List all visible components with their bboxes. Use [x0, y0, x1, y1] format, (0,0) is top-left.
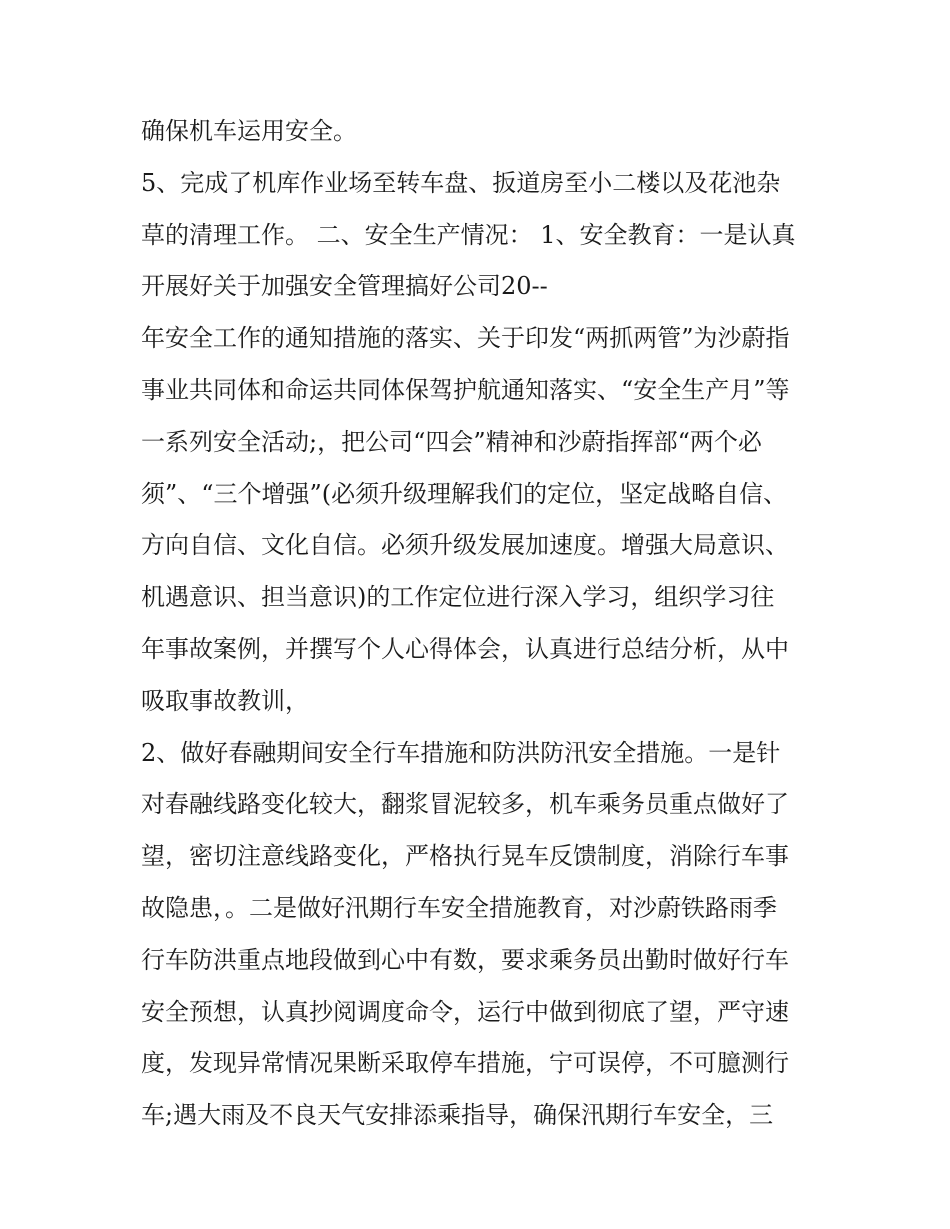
text-line: 安全预想，认真抄阅调度命令，运行中做到彻底了望，严守速 [141, 997, 789, 1026]
text-line: 一系列安全活动;，把公司“四会”精神和沙蔚指挥部“两个必 [141, 427, 762, 456]
text-line: 2、做好春融期间安全行车措施和防洪防汛安全措施。一是针 [141, 738, 781, 767]
text-line: 5、完成了机库作业场至转车盘、扳道房至小二楼以及花池杂 [141, 168, 781, 197]
text-line: 确保机车运用安全。 [141, 117, 357, 145]
text-line: 须”、“三个增强”(必须升级理解我们的定位，坚定战略自信、 [141, 479, 788, 508]
text-line: 年事故案例，并撰写个人心得体会，认真进行总结分析，从中 [141, 634, 789, 663]
body-text [141, 106, 813, 1142]
text-line: 故隐患，。二是做好汛期行车安全措施教育，对沙蔚铁路雨季 [141, 893, 777, 922]
text-line: 年安全工作的通知措施的落实、关于印发“两抓两管”为沙蔚指 [141, 324, 790, 353]
text-line: 开展好关于加强安全管理搞好公司20-- [141, 272, 548, 301]
text-line: 对春融线路变化较大，翻浆冒泥较多，机车乘务员重点做好了 [141, 790, 789, 819]
text-line: 望，密切注意线路变化，严格执行晃车反馈制度，消除行车事 [141, 842, 789, 871]
text-line: 事业共同体和命运共同体保驾护航通知落实、“安全生产月”等 [141, 375, 790, 404]
text-line: 车;遇大雨及不良天气安排添乘指导，确保汛期行车安全，三 [141, 1101, 774, 1130]
text-line: 吸取事故教训， [141, 686, 309, 715]
text-line: 度，发现异常情况果断采取停车措施，宁可误停，不可臆测行 [141, 1049, 789, 1078]
text-line: 机遇意识、担当意识)的工作定位进行深入学习，组织学习往 [141, 583, 775, 612]
text-line: 草的清理工作。 二、安全生产情况： 1、安全教育：一是认真 [141, 220, 796, 249]
text-line: 行车防洪重点地段做到心中有数，要求乘务员出勤时做好行车 [141, 945, 789, 974]
text-line: 方向自信、文化自信。必须升级发展加速度。增强大局意识、 [141, 531, 789, 560]
